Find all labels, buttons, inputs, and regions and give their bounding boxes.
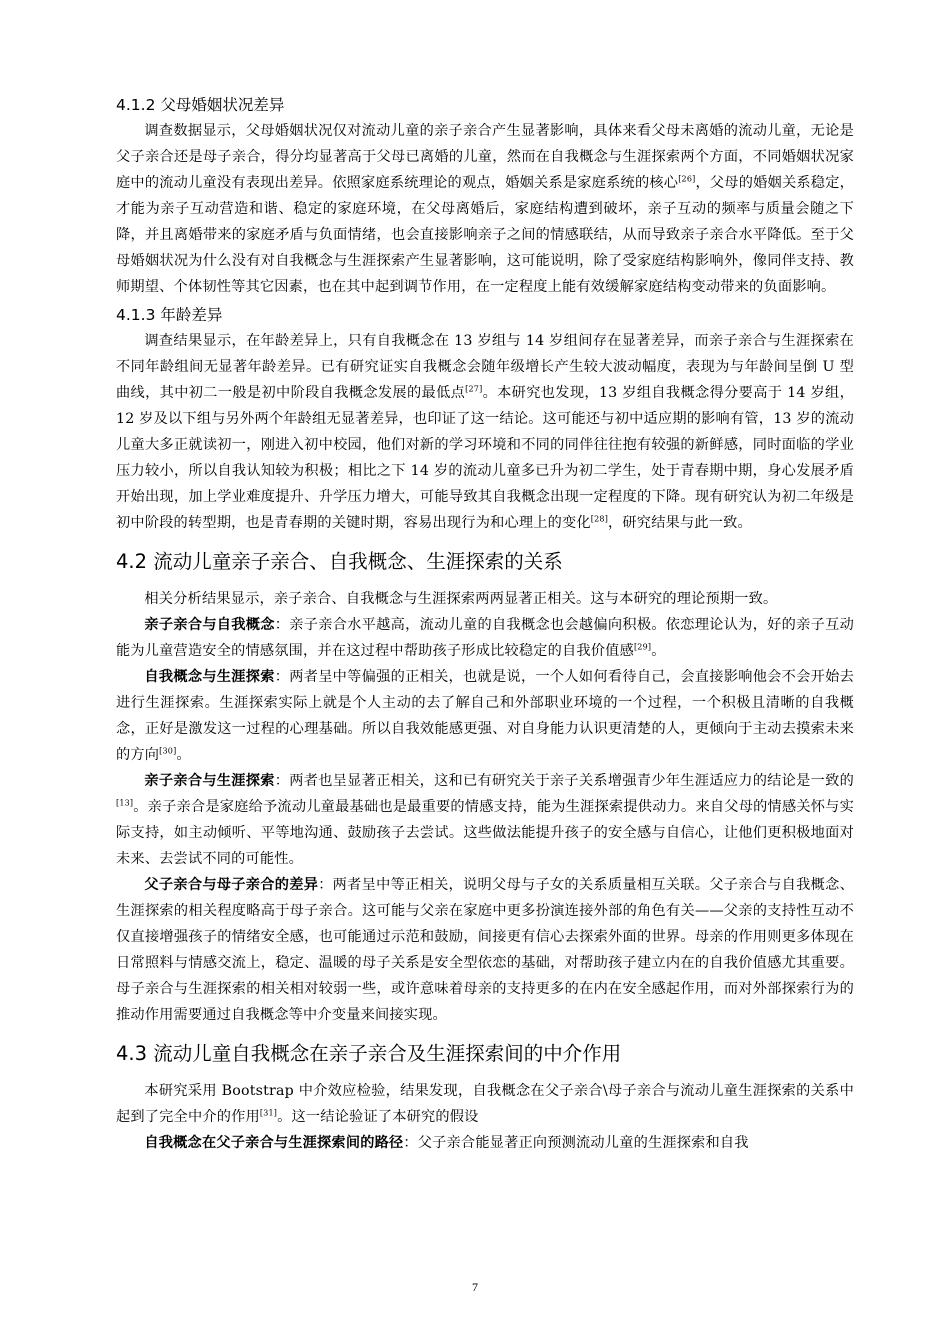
paragraph-text: 。 xyxy=(651,643,666,659)
paragraph xyxy=(116,118,854,300)
paragraph-text: ：两者呈中等偏强的正相关，也就是说，一个人如何看待自己，会直接影响他会不会开始去进行生涯探索。生涯探索实际上就是个人主动的去了解自己和外部职业环境的一个过程，一个积极且清晰的自我概念，正好是激发这一过程的心理基础。所以自我效能感更强、对自身能力认识更清楚的人，更倾向于主动去摸索未来的方向 xyxy=(116,669,854,763)
paragraph-text: ：亲子亲合水平越高，流动儿童的自我概念也会越偏向积极。依恋理论认为，好的亲子互动能为儿童营造安全的情感氛围，并在这过程中帮助孩子形成比较稳定的自我价值感 xyxy=(116,617,854,659)
document-page xyxy=(116,92,854,1156)
paragraph-text: 。亲子亲合是家庭给予流动儿童最基础也是最重要的情感支持，能为生涯探索提供动力。来自父母的情感关怀与实际支持，如主动倾听、平等地沟通、鼓励孩子去尝试。这些做法能提升孩子的安全感与自信心，让他们更积极地面对未来、去尝试不同的可能性。 xyxy=(116,799,854,867)
citation: [26] xyxy=(678,174,696,184)
page-number: 7 xyxy=(472,1280,478,1294)
paragraph xyxy=(116,1078,854,1130)
section-heading-4-1-2: 4.1.2 父母婚姻状况差异 xyxy=(116,96,285,114)
paragraph xyxy=(116,612,854,664)
paragraph xyxy=(116,586,854,612)
paragraph-lead: 亲子亲合与生涯探索 xyxy=(144,773,275,789)
paragraph-lead: 自我概念在父子亲合与生涯探索间的路径 xyxy=(144,1135,404,1151)
paragraph-text: 。本研究也发现，13 岁组自我概念得分要高于 14 岁组，12 岁及以下组与另外两个年龄组无显著差异，也印证了这一结论。这可能还与初中适应期的影响有管，13 岁的流动儿童大多正就读初一，刚进入初中校园，他们对新的学习环境和不同的同伴往往抱有较强的新鲜感，同时面临的学业压力较小，所以自我认知较为积极；相比之下 14 岁的流动儿童多已升为初二学生，处于青春期中期，身心发展矛盾开始出现，加上学业难度提升、升学压力增大，可能导致其自我概念出现一定程度的下降。现有研究认为初二年级是初中阶段的转型期，也是青春期的关键时期，容易出现行为和心理上的变化 xyxy=(116,385,854,531)
paragraph xyxy=(116,872,854,1028)
section-heading-4-3: 4.3 流动儿童自我概念在亲子亲合及生涯探索间的中介作用 xyxy=(116,1042,622,1065)
paragraph xyxy=(116,768,854,872)
paragraph-text: ，父母的婚姻关系稳定，才能为亲子互动营造和谐、稳定的家庭环境，在父母离婚后，家庭结构遭到破坏，亲子互动的频率与质量会随之下降，并且离婚带来的家庭矛盾与负面情绪，也会直接影响亲子之间的情感联结，从而导致亲子亲合水平降低。至于父母婚姻状况为什么没有对自我概念与生涯探索产生显著影响，这可能说明，除了受家庭结构影响外，像同伴支持、教师期望、个体韧性等其它因素，也在其中起到调节作用，在一定程度上能有效缓解家庭结构变动带来的负面影响。 xyxy=(116,175,855,295)
citation: [31] xyxy=(259,1108,278,1118)
citation: [27] xyxy=(465,384,483,394)
section-heading-4-2: 4.2 流动儿童亲子亲合、自我概念、生涯探索的关系 xyxy=(116,550,563,573)
paragraph-text: 调查结果显示，在年龄差异上，只有自我概念在 13 岁组与 14 岁组间存在显著差异，而亲子亲合与生涯探索在不同年龄组间无显著年龄差异。已有研究证实自我概念会随年级增长产生较大波动幅度，表现为与年龄间呈倒 U 型曲线，其中初二一般是初中阶段自我概念发展的最低点 xyxy=(116,333,854,401)
paragraph-text: 。这一结论验证了本研究的假设 xyxy=(277,1109,479,1125)
paragraph-text: ，研究结果与此一致。 xyxy=(608,515,752,531)
paragraph-text: 调查数据显示，父母婚姻状况仅对流动儿童的亲子亲合产生显著影响，具体来看父母未离婚的流动儿童，无论是父子亲合还是母子亲合，得分均显著高于父母已离婚的儿童，然而在自我概念与生涯探索两个方面，不同婚姻状况家庭中的流动儿童没有表现出差异。依照家庭系统理论的观点，婚姻关系是家庭系统的核心 xyxy=(116,123,854,191)
paragraph xyxy=(116,1130,854,1156)
paragraph xyxy=(116,664,854,768)
citation: [28] xyxy=(590,514,609,524)
section-heading-4-1-3: 4.1.3 年龄差异 xyxy=(116,306,223,324)
paragraph-text: ：父子亲合能显著正向预测流动儿童的生涯探索和自我 xyxy=(403,1135,749,1151)
citation: [29] xyxy=(633,642,652,652)
paragraph-lead: 父子亲合与母子亲合的差异 xyxy=(144,877,319,893)
paragraph-text: ：两者也呈显著正相关，这和已有研究关于亲子关系增强青少年生涯适应力的结论是一致的 xyxy=(274,773,854,789)
paragraph-text: 。 xyxy=(176,747,191,763)
paragraph-text: 本研究采用 Bootstrap 中介效应检验，结果发现，自我概念在父子亲合\母子亲合与流动儿童生涯探索的关系中起到了完全中介的作用 xyxy=(116,1083,854,1125)
paragraph-lead: 亲子亲合与自我概念 xyxy=(144,617,275,633)
citation: [30] xyxy=(159,746,177,756)
citation: [13] xyxy=(116,798,134,808)
paragraph-lead: 自我概念与生涯探索 xyxy=(144,669,275,685)
paragraph-text: 相关分析结果显示，亲子亲合、自我概念与生涯探索两两显著正相关。这与本研究的理论预期一致。 xyxy=(144,591,778,607)
paragraph xyxy=(116,328,854,536)
paragraph-text: ：两者呈中等正相关，说明父母与子女的关系质量相互关联。父子亲合与自我概念、生涯探索的相关程度略高于母子亲合。这可能与父亲在家庭中更多扮演连接外部的角色有关——父亲的支持性互动不仅直接增强孩子的情绪安全感，也可能通过示范和鼓励，间接更有信心去探索外面的世界。母亲的作用则更多体现在日常照料与情感交流上，稳定、温暖的母子关系是安全型依恋的基础，对帮助孩子建立内在的自我价值感尤其重要。母子亲合与生涯探索的相关相对较弱一些，或许意味着母亲的支持更多的在内在安全感起作用，而对外部探索行为的推动作用需要通过自我概念等中介变量来间接实现。 xyxy=(116,877,855,1023)
